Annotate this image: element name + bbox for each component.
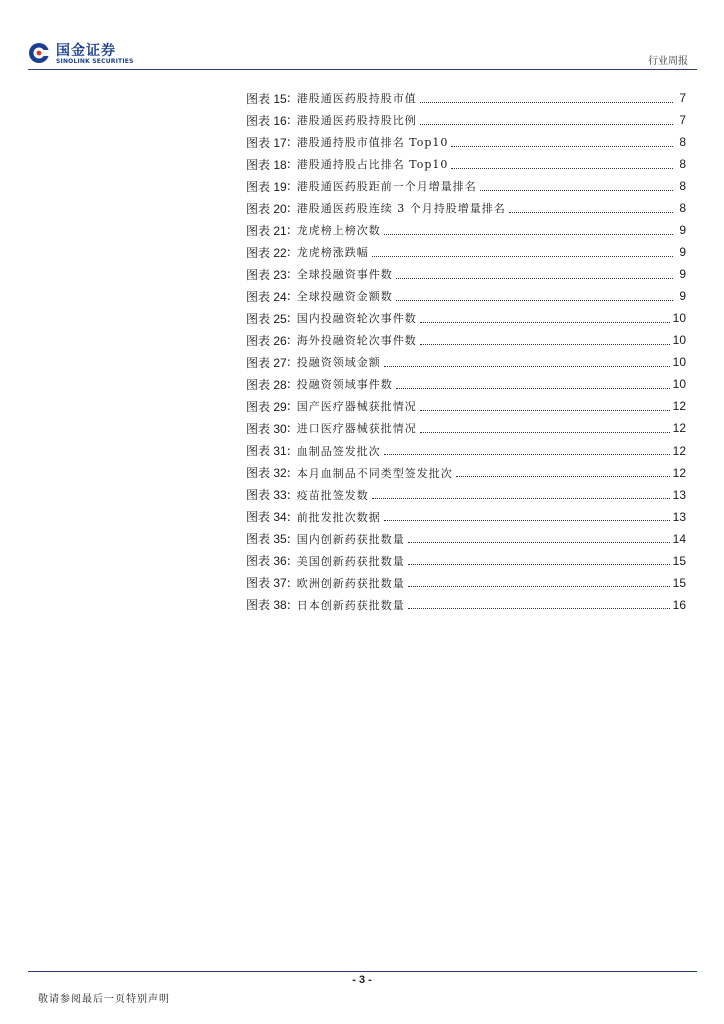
toc-separator: : xyxy=(286,267,291,282)
toc-page-number: 12 xyxy=(672,443,686,458)
toc-figure-title: 投融资领域事件数 xyxy=(296,378,393,392)
toc-figure-title: 国产医疗器械获批情况 xyxy=(296,400,417,414)
toc-figure-label: 图表 29 xyxy=(246,399,287,414)
toc-page-number: 12 xyxy=(672,399,686,414)
toc-figure-label: 图表 33 xyxy=(246,488,287,503)
toc-figure-label: 图表 31 xyxy=(246,444,287,459)
toc-page-number: 10 xyxy=(672,311,686,326)
toc-figure-title: 投融资领域金额 xyxy=(296,356,381,370)
toc-leader-dots xyxy=(384,520,670,521)
toc-figure-label: 图表 21 xyxy=(246,223,287,238)
toc-separator: : xyxy=(286,597,291,612)
toc-figure-label: 图表 36 xyxy=(246,554,287,569)
toc-leader-dots xyxy=(408,542,670,543)
toc-leader-dots xyxy=(384,234,673,235)
toc-separator: : xyxy=(286,487,291,502)
toc-separator: : xyxy=(286,113,291,128)
toc-page-number: 15 xyxy=(672,553,686,568)
toc-page-number: 9 xyxy=(679,245,686,260)
toc-page-number: 7 xyxy=(679,113,686,128)
toc-page-number: 14 xyxy=(672,531,686,546)
toc-entry[interactable] xyxy=(246,528,686,550)
toc-leader-dots xyxy=(420,102,673,103)
toc-leader-dots xyxy=(408,564,670,565)
toc-page-number: 9 xyxy=(679,289,686,304)
toc-entry[interactable] xyxy=(246,131,686,153)
toc-figure-title: 港股通医药股持股市值 xyxy=(296,92,417,106)
toc-figure-label: 图表 34 xyxy=(246,510,287,525)
toc-leader-dots xyxy=(396,278,673,279)
sinolink-logo-icon xyxy=(28,41,50,65)
header-divider xyxy=(28,69,697,70)
toc-figure-label: 图表 30 xyxy=(246,421,287,436)
toc-separator: : xyxy=(286,575,291,590)
toc-separator: : xyxy=(286,333,291,348)
toc-leader-dots xyxy=(420,344,670,345)
toc-figure-title: 日本创新药获批数量 xyxy=(296,598,405,612)
toc-separator: : xyxy=(286,201,291,216)
toc-page-number: 16 xyxy=(672,597,686,612)
toc-figure-title: 美国创新药获批数量 xyxy=(296,554,405,568)
toc-leader-dots xyxy=(420,432,670,433)
toc-leader-dots xyxy=(396,300,673,301)
toc-page-number: 10 xyxy=(672,333,686,348)
toc-figure-title: 前批发批次数据 xyxy=(296,510,381,524)
toc-leader-dots xyxy=(420,322,670,323)
toc-page-number: 10 xyxy=(672,355,686,370)
toc-entry[interactable] xyxy=(246,197,686,219)
toc-page-number: 12 xyxy=(672,465,686,480)
toc-page-number: 8 xyxy=(679,201,686,216)
toc-leader-dots xyxy=(384,366,670,367)
toc-figure-title: 进口医疗器械获批情况 xyxy=(296,422,417,436)
toc-leader-dots xyxy=(408,608,670,609)
toc-figure-label: 图表 38 xyxy=(246,598,287,613)
toc-figure-label: 图表 22 xyxy=(246,245,287,260)
toc-page-number: 15 xyxy=(672,575,686,590)
toc-separator: : xyxy=(286,223,291,238)
toc-separator: : xyxy=(286,509,291,524)
toc-entry[interactable] xyxy=(246,307,686,329)
toc-figure-title: 血制品签发批次 xyxy=(296,444,381,458)
toc-figure-title: 欧洲创新药获批数量 xyxy=(296,576,405,590)
logo-chinese-name: 国金证券 xyxy=(56,43,116,59)
toc-figure-label: 图表 16 xyxy=(246,113,287,128)
toc-separator: : xyxy=(286,443,291,458)
toc-figure-label: 图表 24 xyxy=(246,289,287,304)
toc-separator: : xyxy=(286,245,291,260)
toc-figure-label: 图表 23 xyxy=(246,267,287,282)
toc-figure-label: 图表 17 xyxy=(246,135,287,150)
toc-leader-dots xyxy=(408,586,670,587)
toc-figure-label: 图表 32 xyxy=(246,466,287,481)
page-number: - 3 - xyxy=(352,974,372,986)
toc-entry[interactable] xyxy=(246,572,686,594)
toc-figure-label: 图表 25 xyxy=(246,311,287,326)
toc-entry[interactable] xyxy=(246,462,686,484)
toc-entry[interactable] xyxy=(246,484,686,506)
toc-leader-dots xyxy=(396,388,670,389)
toc-leader-dots xyxy=(420,124,673,125)
toc-entry[interactable] xyxy=(246,87,686,109)
toc-leader-dots xyxy=(420,410,670,411)
figure-index-list xyxy=(246,87,686,616)
toc-figure-label: 图表 15 xyxy=(246,91,287,106)
toc-separator: : xyxy=(286,91,291,106)
toc-figure-label: 图表 20 xyxy=(246,201,287,216)
toc-figure-label: 图表 26 xyxy=(246,333,287,348)
toc-leader-dots xyxy=(509,212,673,213)
toc-figure-title: 全球投融资金额数 xyxy=(296,290,393,304)
toc-leader-dots xyxy=(480,190,673,191)
company-logo xyxy=(28,40,138,68)
toc-figure-title: 港股通持股占比排名 Top10 xyxy=(296,158,449,172)
toc-entry[interactable] xyxy=(246,109,686,131)
toc-separator: : xyxy=(286,421,291,436)
toc-separator: : xyxy=(286,179,291,194)
toc-leader-dots xyxy=(372,498,670,499)
toc-leader-dots xyxy=(451,146,673,147)
toc-entry[interactable] xyxy=(246,440,686,462)
toc-page-number: 10 xyxy=(672,377,686,392)
toc-separator: : xyxy=(286,311,291,326)
toc-figure-title: 港股通医药股持股比例 xyxy=(296,114,417,128)
toc-entry[interactable] xyxy=(246,241,686,263)
toc-page-number: 13 xyxy=(672,509,686,524)
toc-entry[interactable] xyxy=(246,153,686,175)
toc-figure-label: 图表 37 xyxy=(246,576,287,591)
page-header xyxy=(0,0,724,80)
toc-figure-label: 图表 35 xyxy=(246,532,287,547)
toc-separator: : xyxy=(286,553,291,568)
toc-separator: : xyxy=(286,377,291,392)
toc-figure-title: 龙虎榜涨跌幅 xyxy=(296,246,369,260)
disclaimer-note: 敬请参阅最后一页特别声明 xyxy=(38,994,170,1005)
toc-figure-title: 疫苗批签发数 xyxy=(296,488,369,502)
toc-figure-label: 图表 28 xyxy=(246,377,287,392)
toc-figure-title: 港股通医药股距前一个月增量排名 xyxy=(296,180,477,194)
toc-leader-dots xyxy=(451,168,673,169)
toc-page-number: 9 xyxy=(679,267,686,282)
toc-page-number: 7 xyxy=(679,91,686,106)
toc-figure-label: 图表 19 xyxy=(246,179,287,194)
report-type-label: 行业周报 xyxy=(648,56,688,67)
toc-separator: : xyxy=(286,399,291,414)
toc-entry[interactable] xyxy=(246,329,686,351)
toc-figure-title: 国内投融资轮次事件数 xyxy=(296,312,417,326)
toc-entry[interactable] xyxy=(246,263,686,285)
toc-separator: : xyxy=(286,355,291,370)
toc-page-number: 12 xyxy=(672,421,686,436)
toc-separator: : xyxy=(286,135,291,150)
toc-entry[interactable] xyxy=(246,351,686,373)
toc-page-number: 8 xyxy=(679,135,686,150)
toc-leader-dots xyxy=(456,476,670,477)
toc-figure-title: 全球投融资事件数 xyxy=(296,268,393,282)
toc-entry[interactable] xyxy=(246,395,686,417)
toc-page-number: 8 xyxy=(679,179,686,194)
toc-separator: : xyxy=(286,157,291,172)
toc-entry[interactable] xyxy=(246,594,686,616)
toc-figure-title: 国内创新药获批数量 xyxy=(296,532,405,546)
toc-entry[interactable] xyxy=(246,373,686,395)
footer-divider xyxy=(28,971,697,972)
toc-leader-dots xyxy=(372,256,673,257)
toc-entry[interactable] xyxy=(246,285,686,307)
toc-separator: : xyxy=(286,465,291,480)
toc-figure-title: 本月血制品不同类型签发批次 xyxy=(296,466,453,480)
toc-figure-label: 图表 27 xyxy=(246,355,287,370)
toc-entry[interactable] xyxy=(246,219,686,241)
toc-page-number: 9 xyxy=(679,223,686,238)
toc-entry[interactable] xyxy=(246,506,686,528)
toc-figure-title: 海外投融资轮次事件数 xyxy=(296,334,417,348)
toc-leader-dots xyxy=(384,454,670,455)
toc-page-number: 8 xyxy=(679,157,686,172)
toc-entry[interactable] xyxy=(246,417,686,439)
toc-entry[interactable] xyxy=(246,550,686,572)
toc-figure-title: 龙虎榜上榜次数 xyxy=(296,224,381,238)
toc-figure-title: 港股通持股市值排名 Top10 xyxy=(296,136,449,150)
toc-separator: : xyxy=(286,289,291,304)
toc-figure-label: 图表 18 xyxy=(246,157,287,172)
logo-english-name: SINOLINK SECURITIES xyxy=(56,58,134,65)
toc-figure-title: 港股通医药股连续 3 个月持股增量排名 xyxy=(296,202,506,216)
toc-separator: : xyxy=(286,531,291,546)
toc-entry[interactable] xyxy=(246,175,686,197)
toc-page-number: 13 xyxy=(672,487,686,502)
